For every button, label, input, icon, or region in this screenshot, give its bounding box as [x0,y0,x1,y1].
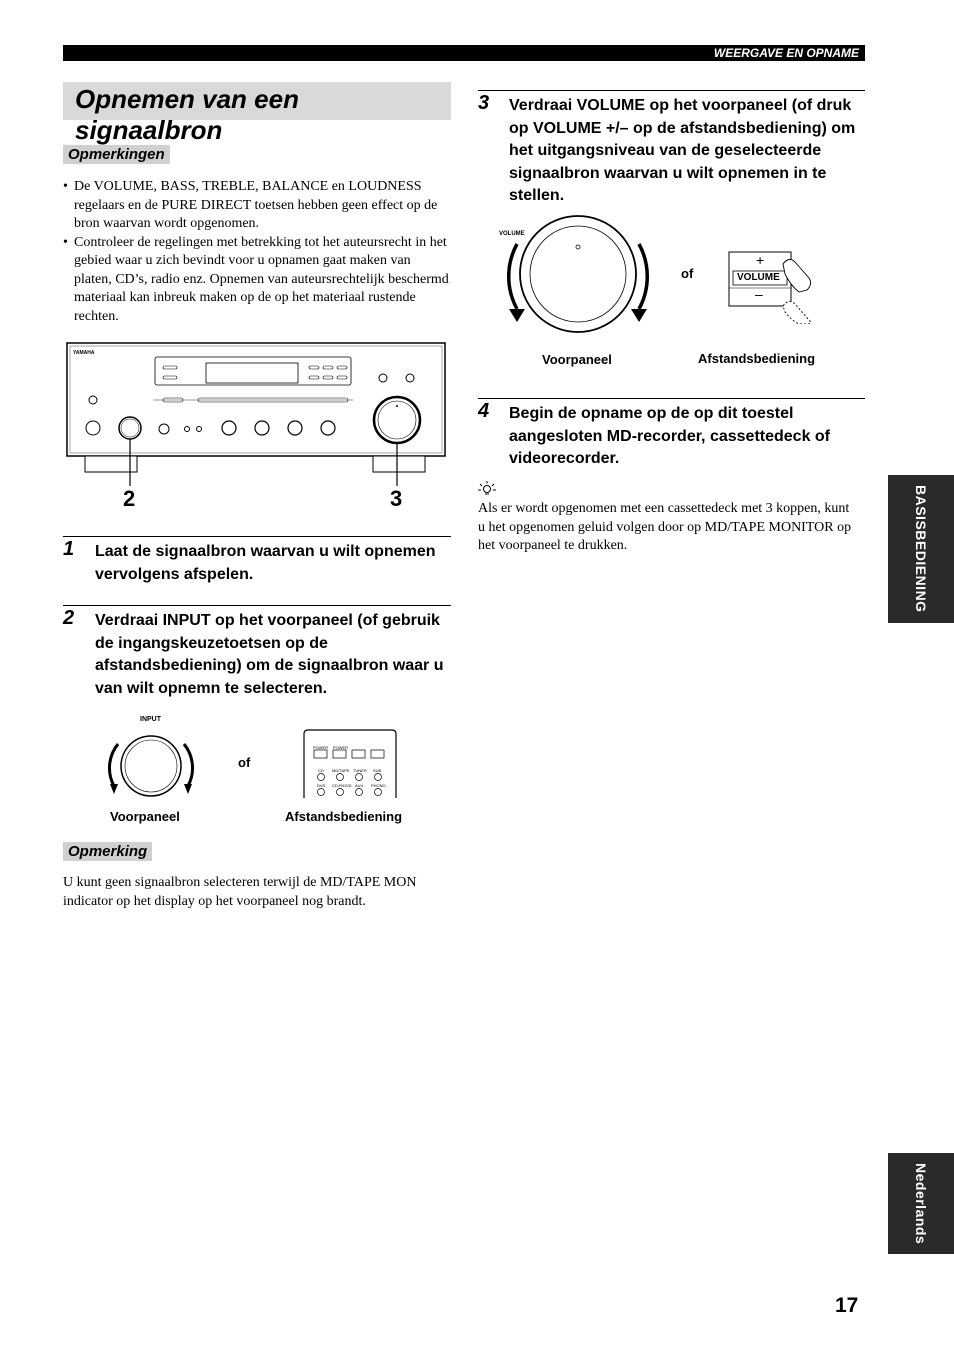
note-item: • De VOLUME, BASS, TREBLE, BALANCE en LOUDNESS regelaars en de PURE DIRECT toetsen hebben geen effect op de bron waarvan wordt opgenomen. [63,178,451,234]
notes-heading-box [63,146,170,164]
section-header-text: WEERGAVE EN OPNAME [713,46,859,60]
step-4-number: 4 [478,400,490,422]
side-tab-nederlands-label: Nederlands [913,1162,929,1245]
step-2-number: 2 [63,607,75,629]
step-4-rule [478,398,865,399]
brand-logo: YAMAHA [73,350,95,356]
remote-btn-dvd: DVD [317,783,326,788]
notes-list [63,178,451,326]
side-tab-nederlands [888,1153,954,1254]
note-heading-box [63,843,152,861]
step-1-text: Laat de signaalbron waarvan u wilt opnemen vervolgens afspelen. [95,543,436,583]
callout-volume-knob: 3 [390,486,403,511]
step-3-number: 3 [478,92,490,114]
tip-text: Als er wordt opgenomen met een cassettedeck met 3 koppen, kunt u het opgenomen geluid volgen door op MD/TAPE MONITOR op het voorpaneel te drukken. [478,501,852,553]
receiver-figure [63,340,453,520]
remote-btn-md-tape: MD/TAPE [332,768,350,773]
volume-knob-icon [495,214,670,339]
step-1-rule [63,536,451,537]
volume-figure [495,214,835,374]
section-header-bar [63,45,865,61]
step-3-text: Verdraai VOLUME op het voorpaneel (of druk op VOLUME +/– op de afstandsbediening) om het uitgangsniveau van de geselecteerde signaalbron waarvan u wilt opnemen in te stellen. [509,97,856,204]
remote-btn-sub: SUB [373,768,382,773]
remote-btn-cdr-dvd: CD-R/DVD [332,783,352,788]
step-4-text: Begin de opname op de op dit toestel aangesloten MD-recorder, cassettedeck of videorecorder. [509,405,831,467]
remote-btn-phono: PHONO [371,783,386,788]
remote-volume-button-icon [725,250,815,324]
input-or-label: of [238,755,251,770]
lightbulb-icon [478,481,496,497]
notes-heading: Opmerkingen [63,145,170,164]
page-title: Opnemen van een signaalbron [75,84,299,145]
volume-caption-front-panel: Voorpaneel [542,352,612,367]
volume-knob-label: VOLUME [499,231,525,237]
remote-volume-plus: + [756,252,765,268]
input-knob-icon [100,724,210,804]
step-3-rule [478,90,865,91]
step-1-number: 1 [63,538,75,560]
step-2-text: Verdraai INPUT op het voorpaneel (of gebruik de ingangskeuzetoetsen op de afstandsbediening) om de signaalbron waar u van wilt opnemn te selecteren. [95,612,444,697]
input-caption-front-panel: Voorpaneel [110,809,180,824]
page-title-box [63,82,451,145]
note-heading: Opmerking [63,842,152,861]
volume-caption-remote: Afstandsbediening [698,351,816,366]
remote-btn-power-1: POWER [313,745,329,750]
note-text: U kunt geen signaalbron selecteren terwijl de MD/TAPE MON indicator op het display op het voorpaneel nog brandt. [63,875,417,909]
remote-btn-power-2: POWER [333,745,349,750]
page-number: 17 [835,1294,859,1317]
side-tab-basisbediening [888,475,954,623]
remote-volume-minus: – [755,286,763,302]
step-2-rule [63,605,451,606]
remote-btn-tuner: TUNER [353,768,367,773]
note-item: • Controleer de regelingen met betrekking tot het auteursrecht in het gebied waar u zich bevindt voor u opnamen gaat maken van platen, CD’s, radio enz. Opnemen van auteursrechtelijk beschermd materiaal kan inbreuk maken op de op het materiaal rustende rechten. [63,234,451,327]
remote-volume-label: VOLUME [737,272,780,283]
remote-btn-cd: CD [318,768,324,773]
input-knob-label: INPUT [140,716,161,723]
input-figure [100,712,420,832]
side-tab-basisbediening-label: BASISBEDIENING [913,485,929,613]
volume-or-label: of [681,266,694,281]
input-caption-remote: Afstandsbediening [285,809,403,824]
callout-input-knob: 2 [123,486,136,511]
remote-btn-aux: AUX [355,783,364,788]
